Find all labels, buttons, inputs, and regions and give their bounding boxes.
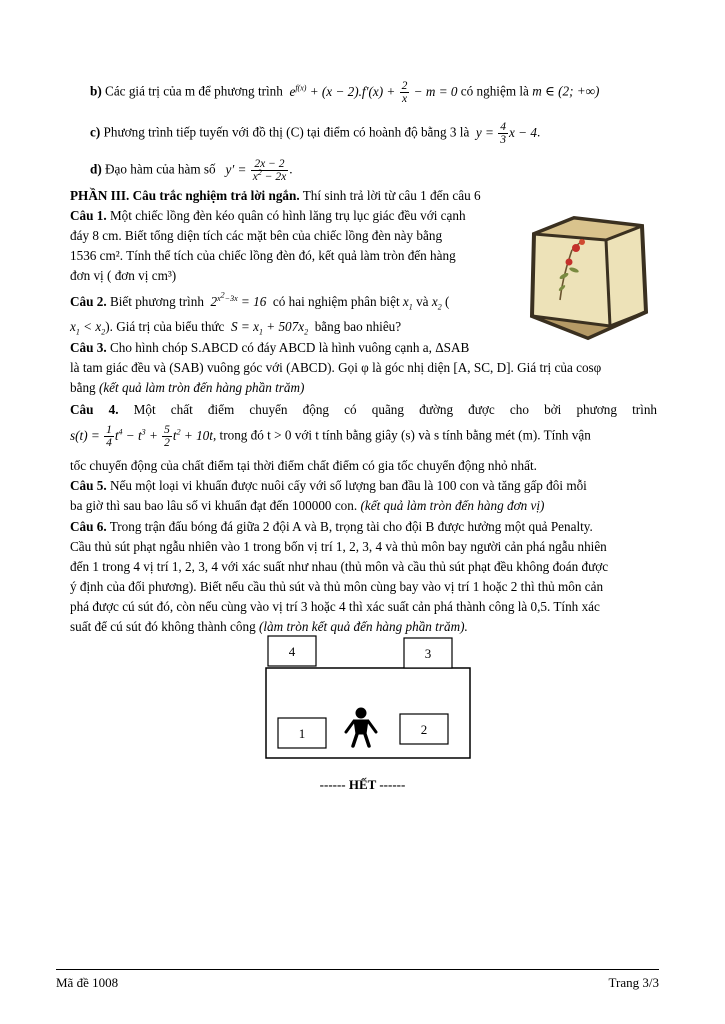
question-4-line-2: s(t) = $\frac{1}{4}$ $t^4 - t^3$ + $\frac{5}{2}$ $t^2 + 10t$, trong đó t > 0 với t tính bằng giây (s) và s tính bằng mét (m). Tính vận — [70, 424, 591, 449]
question-6-line-1: Câu 6. Trong trận đấu bóng đá giữa 2 đội A và B, trọng tài cho đội B được hưởng một quả Penalty. — [70, 519, 593, 534]
question-5-line-1: Câu 5. Nếu một loại vi khuẩn được nuôi cấy với số lượng ban đầu là 100 con và tăng gấp đôi mỗi — [70, 478, 587, 493]
equation-b: $e^{f(x)} + (x - 2).f'(x)$ + $\frac{2}{x}$ − m = 0 — [286, 80, 458, 105]
question-3-line-1: Câu 3. Cho hình chóp S.ABCD có đáy ABCD là hình vuông cạnh a, ΔSAB — [70, 340, 470, 355]
question-1-line-4: đơn vị ( đơn vị cm³) — [70, 268, 177, 283]
question-1-line-2: đáy 8 cm. Biết tổng diện tích các mặt bên của chiếc lồng đèn này bằng — [70, 228, 443, 243]
lantern-image — [514, 212, 654, 342]
question-6-line-5: phá được cú sút đó, còn nếu cùng vào vị trí 3 hoặc 4 thì xác suất cản phá thành công là 0,5. Tính xác — [70, 599, 600, 614]
question-1-line-3: 1536 cm². Tính thể tích của chiếc lồng đèn đó, kết quả làm tròn đến hàng — [70, 248, 456, 263]
item-b: b) Các giá trị của m để phương trình $e^{f(x)} + (x - 2).f'(x)$ + $\frac{2}{x}$ − m = 0 có nghiệm là m ∈ (2; +∞) — [90, 80, 600, 105]
part3-heading: PHẦN III. Câu trắc nghiệm trả lời ngắn. Thí sinh trả lời từ câu 1 đến câu 6 — [70, 188, 481, 203]
question-6-line-3: đến 1 trong 4 vị trí 1, 2, 3, 4 với xác suất như nhau (thủ môn và cầu thủ sút phạt đều không đoán được — [70, 559, 609, 574]
equation-q4: s(t) = $\frac{1}{4}$ $t^4 - t^3$ + $\frac{5}{2}$ $t^2 + 10t$ — [70, 424, 213, 449]
goal-label-3: 3 — [424, 646, 432, 661]
question-6-line-4: ý định của đối phương). Biết nếu cầu thủ sút và thủ môn cùng bay vào vị trí 1 hoặc 2 thì thủ môn cản — [70, 579, 604, 594]
page-number: Trang 3/3 — [608, 975, 659, 990]
question-4-line-3: tốc chuyển động của chất điểm tại thời điểm chất điểm có gia tốc chuyển động nhỏ nhất. — [70, 458, 537, 473]
item-c: c) Phương trình tiếp tuyến với đồ thị (C) tại điểm có hoành độ bằng 3 là y = $\frac{4}{3}$ x − 4. — [90, 121, 541, 146]
equation-c: y = $\frac{4}{3}$ x − 4 — [472, 121, 537, 146]
question-6-line-2: Cầu thủ sút phạt ngẫu nhiên vào 1 trong bốn vị trí 1, 2, 3, 4 và thủ môn bay người cản phá ngẫu nhiên — [70, 539, 607, 554]
question-1-line-1: Câu 1. Một chiếc lồng đèn kéo quân có hình lăng trụ lục giác đều với cạnh — [70, 208, 466, 223]
question-3-line-3: bằng (kết quả làm tròn đến hàng phần trăm) — [70, 380, 305, 395]
goal-label-4: 4 — [288, 644, 296, 659]
goal-diagram — [264, 632, 474, 760]
question-5-line-2: ba giờ thì sau bao lâu số vi khuẩn đạt đến 100000 con. (kết quả làm tròn đến hàng đơn vị) — [70, 498, 545, 513]
question-3-line-2: là tam giác đều và (SAB) vuông góc với (ABCD). Gọi φ là góc nhị diện [A, SC, D]. Giá trị của cosφ — [70, 360, 602, 375]
footer-divider — [56, 969, 659, 970]
answer-b: m ∈ (2; +∞) — [532, 83, 600, 99]
exam-code: Mã đề 1008 — [56, 975, 119, 990]
goalkeeper-icon — [346, 708, 376, 746]
question-6-line-6: suất để cú sút đó không thành công (làm tròn kết quả đến hàng phần trăm). — [70, 619, 468, 634]
question-2-line-2: $x_1 < x_2$). Giá trị của biểu thức $S = x_1 + 507x_2$ bằng bao nhiêu? — [70, 319, 402, 337]
goal-label-2: 2 — [420, 722, 428, 737]
goal-label-1: 1 — [298, 726, 306, 741]
question-4-line-1: Câu 4. Một chất điểm chuyển động có quãng đường được cho bởi phương trình — [70, 402, 658, 417]
question-2-line-1: Câu 2. Biết phương trình $2^{x^2-3x} = 16$ có hai nghiệm phân biệt $x_1$ và $x_2$ ( — [70, 289, 450, 312]
equation-q2: $2^{x^2-3x} = 16$ — [207, 289, 270, 309]
end-marker: ------ HẾT ------ — [319, 777, 406, 792]
item-d: d) Đạo hàm của hàm số y′ = $\frac{2x - 2}{x^2 - 2x}$ . — [90, 158, 293, 183]
equation-d: y′ = $\frac{2x - 2}{x^2 - 2x}$ — [218, 158, 287, 183]
